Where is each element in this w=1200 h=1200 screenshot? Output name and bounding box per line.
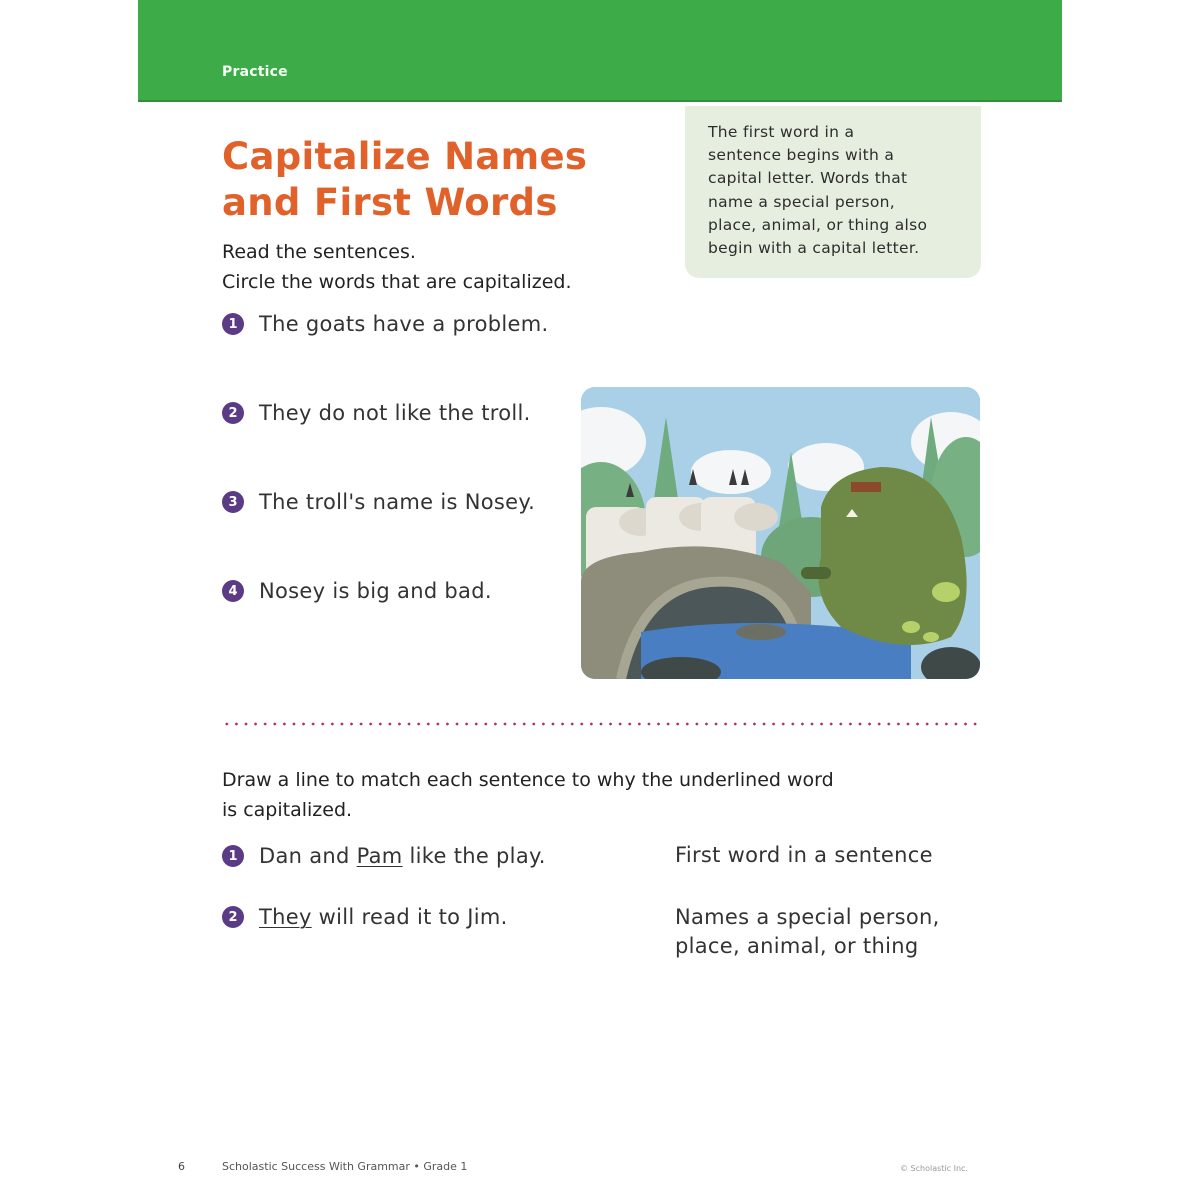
list-item xyxy=(222,312,548,336)
section-divider xyxy=(222,722,982,726)
tip-line: capital letter. Words that xyxy=(708,169,908,188)
list-item xyxy=(222,579,492,603)
match-sentence[interactable] xyxy=(222,844,546,868)
instruction-line-2: Circle the words that are capitalized. xyxy=(222,270,572,293)
tip-line: begin with a capital letter. xyxy=(708,239,920,258)
instruction-line-1: Read the sentences. xyxy=(222,241,416,263)
number-badge: 1 xyxy=(222,845,244,867)
match-reason[interactable] xyxy=(675,841,933,870)
part2-instructions xyxy=(222,766,922,825)
number-badge: 4 xyxy=(222,580,244,602)
number-badge: 2 xyxy=(222,402,244,424)
sentence-text xyxy=(259,844,546,868)
tip-line: name a special person, xyxy=(708,192,895,211)
instruction-line-1: Draw a line to match each sentence to why the underlined word xyxy=(222,769,834,791)
book-title: Scholastic Success With Grammar • Grade 1 xyxy=(222,1160,468,1173)
underlined-word: They xyxy=(259,905,312,929)
title-line-1: Capitalize Names xyxy=(222,135,588,178)
sentence-text[interactable]: The troll's name is Nosey. xyxy=(259,490,536,514)
number-badge: 3 xyxy=(222,491,244,513)
sentence-before: Dan and xyxy=(259,844,357,868)
banner-label: Practice xyxy=(222,64,288,80)
worksheet-page xyxy=(138,0,1062,1200)
tip-line: The first word in a xyxy=(708,123,855,141)
number-badge: 1 xyxy=(222,313,244,335)
sentence-after: like the play. xyxy=(402,844,546,868)
sentence-text xyxy=(259,905,508,929)
sentence-after: will read it to Jim. xyxy=(311,905,508,929)
tip-line: place, animal, or thing also xyxy=(708,215,928,234)
match-reason[interactable] xyxy=(675,903,940,961)
list-item xyxy=(222,490,535,514)
page-number: 6 xyxy=(178,1160,185,1173)
sentence-text[interactable]: Nosey is big and bad. xyxy=(259,579,492,603)
title-line-2: and First Words xyxy=(222,181,558,224)
match-sentence[interactable] xyxy=(222,905,508,929)
goats-troll-illustration xyxy=(581,387,980,679)
list-item xyxy=(222,401,531,425)
reason-line-2: place, animal, or thing xyxy=(675,934,919,958)
copyright: © Scholastic Inc. xyxy=(900,1164,968,1173)
sentence-text[interactable]: They do not like the troll. xyxy=(259,401,531,425)
number-badge: 2 xyxy=(222,906,244,928)
practice-banner xyxy=(138,0,1062,102)
lesson-title xyxy=(222,134,587,226)
sentence-text[interactable]: The goats have a problem. xyxy=(259,312,549,336)
rule-tip-box xyxy=(685,106,981,278)
reason-line-1: First word in a sentence xyxy=(675,843,933,867)
tip-line: sentence begins with a xyxy=(708,146,895,165)
instruction-line-2: is capitalized. xyxy=(222,798,353,821)
reason-line-1: Names a special person, xyxy=(675,905,940,929)
underlined-word: Pam xyxy=(356,844,403,868)
part1-instructions xyxy=(222,238,572,297)
